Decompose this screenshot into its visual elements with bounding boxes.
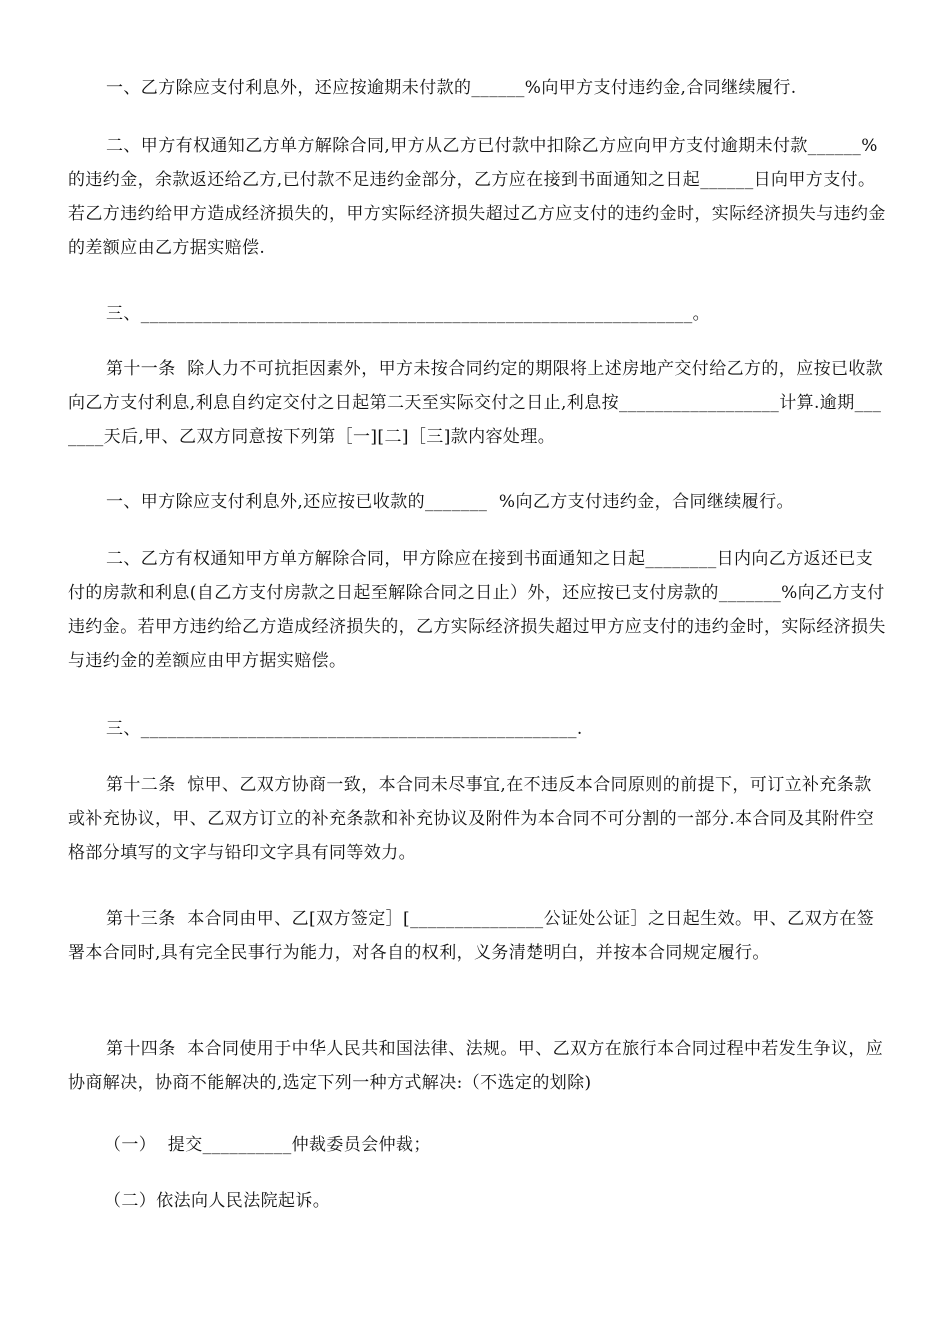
clause-10-item-1: 一、乙方除应支付利息外，还应按逾期未付款的______%向甲方支付违约金,合同继续履行. (106, 78, 797, 98)
clause-11-item-2: 二、乙方有权通知甲方单方解除合同，甲方除应在接到书面通知之日起________日内向乙方返还已支付的房款和利息(自乙方支付房款之日起至解除合同之日止）外，还应按已支付房款的_______%向乙方支付违约金。若甲方违约给乙方造成经济损失的，乙方实际经济损失超过甲方应支付的违约金时，实际经济损失与违约金的差额应由甲方据实赔偿。 (68, 549, 886, 671)
dispute-option-arbitration: （一） 提交__________仲裁委员会仲裁； (104, 1135, 431, 1155)
clause-14: 第十四条 本合同使用于中华人民共和国法律、法规。甲、乙双方在旅行本合同过程中若发生争议，应协商解决，协商不能解决的,选定下列一种方式解决:（不选定的划除) (68, 1039, 884, 1093)
clause-12: 第十二条 惊甲、乙双方协商一致，本合同未尽事宜,在不违反本合同原则的前提下，可订立补充条款或补充协议，甲、乙双方订立的补充条款和补充协议及附件为本合同不可分割的一部分.本合同及其附件空格部分填写的文字与铅印文字具有同等效力。 (68, 775, 875, 863)
dispute-option-litigation: （二）依法向人民法院起诉。 (104, 1191, 331, 1211)
clause-11-item-3: 三、_________________________________________________. (106, 719, 583, 739)
clause-10-item-2: 二、甲方有权通知乙方单方解除合同,甲方从乙方已付款中扣除乙方应向甲方支付逾期未付款______%的违约金，余款返还给乙方,已付款不足违约金部分，乙方应在接到书面通知之日起______日向甲方支付。若乙方违约给甲方造成经济损失的，甲方实际经济损失超过乙方应支付的违约金时，实际经济损失与违约金的差额应由乙方据实赔偿. (68, 136, 886, 258)
clause-11-item-1: 一、甲方除应支付利息外,还应按已收款的_______ %向乙方支付违约金，合同继续履行。 (106, 492, 794, 512)
clause-11: 第十一条 除人力不可抗拒因素外，甲方未按合同约定的期限将上述房地产交付给乙方的，应按已收款向乙方支付利息,利息自约定交付之日起第二天至实际交付之日止,利息按__________________计算.逾期_______天后,甲、乙双方同意按下列第［一][二]［三]款内容处理。 (68, 359, 884, 447)
clause-10-item-3: 三、______________________________________________________________。 (106, 304, 710, 324)
clause-13: 第十三条 本合同由甲、乙[双方签定］[_______________公证处公证］之日起生效。甲、乙双方在签署本合同时,具有完全民事行为能力，对各自的权利，义务清楚明白，并按本合同规定履行。 (68, 909, 875, 963)
